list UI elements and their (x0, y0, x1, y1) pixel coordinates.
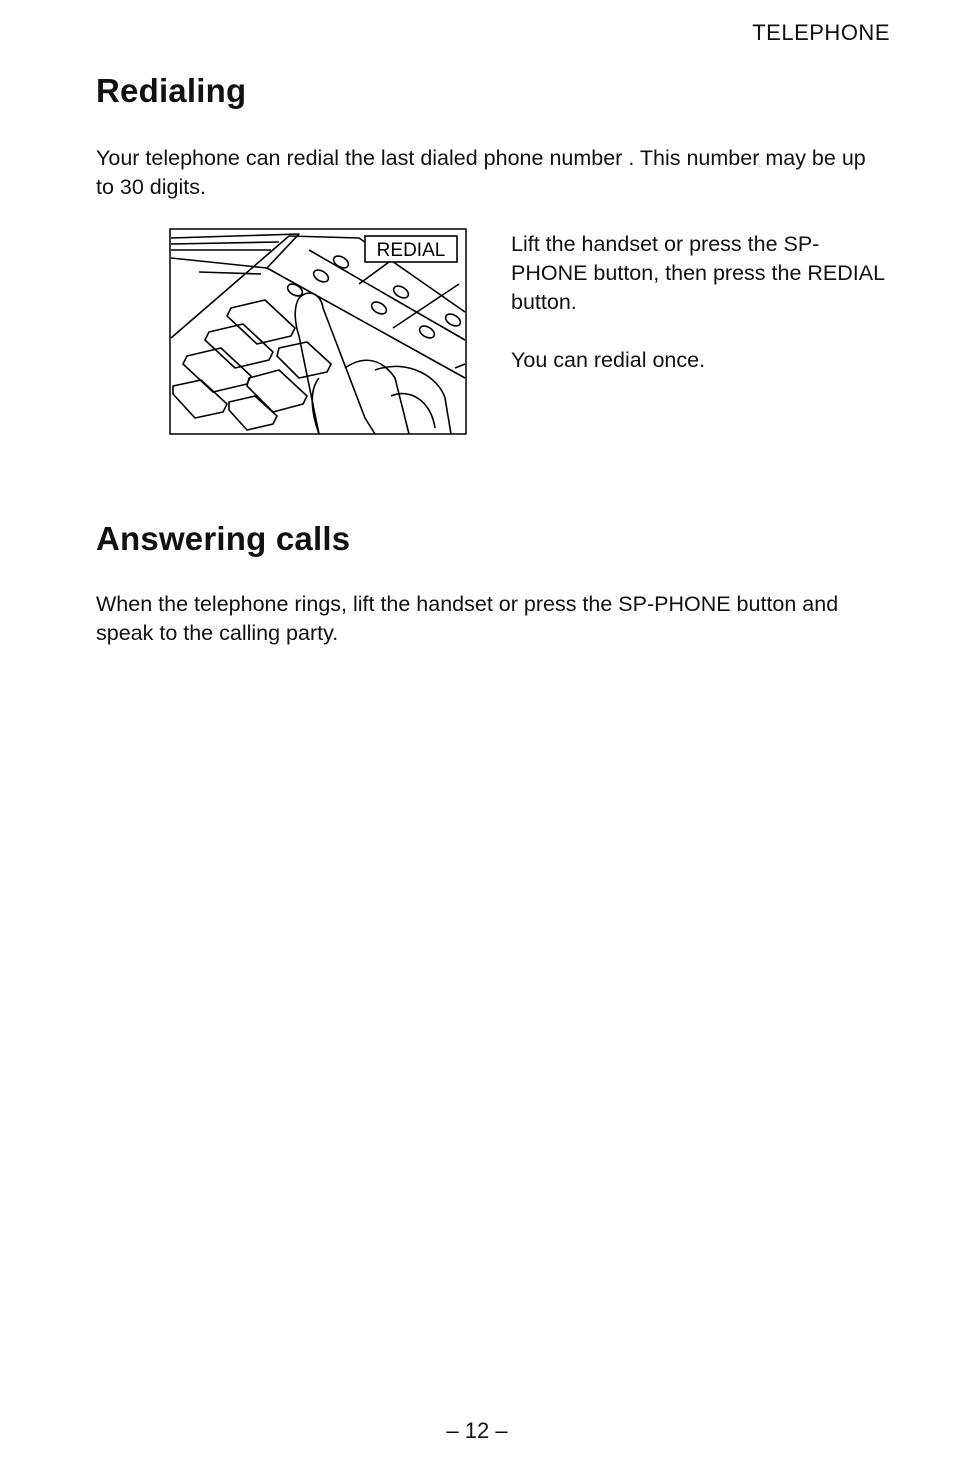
redialing-heading: Redialing (96, 72, 247, 109)
redial-button-label: REDIAL (376, 240, 446, 261)
redial-illustration (169, 228, 467, 435)
answering-heading: Answering calls (96, 520, 351, 557)
redialing-intro: Your telephone can redial the last dialed phone number . This number may be up to 30 digits. (96, 146, 866, 199)
redialing-steps (511, 230, 891, 404)
redialing-step-2: You can redial once. (511, 348, 706, 372)
section-header: TELEPHONE (752, 20, 890, 45)
redialing-step-1: Lift the handset or press the SP-PHONE button, then press the REDIAL button. (511, 232, 885, 314)
page-number: – 12 – (446, 1418, 508, 1443)
answering-text: When the telephone rings, lift the handset or press the SP-PHONE button and speak to the calling party. (96, 592, 839, 645)
